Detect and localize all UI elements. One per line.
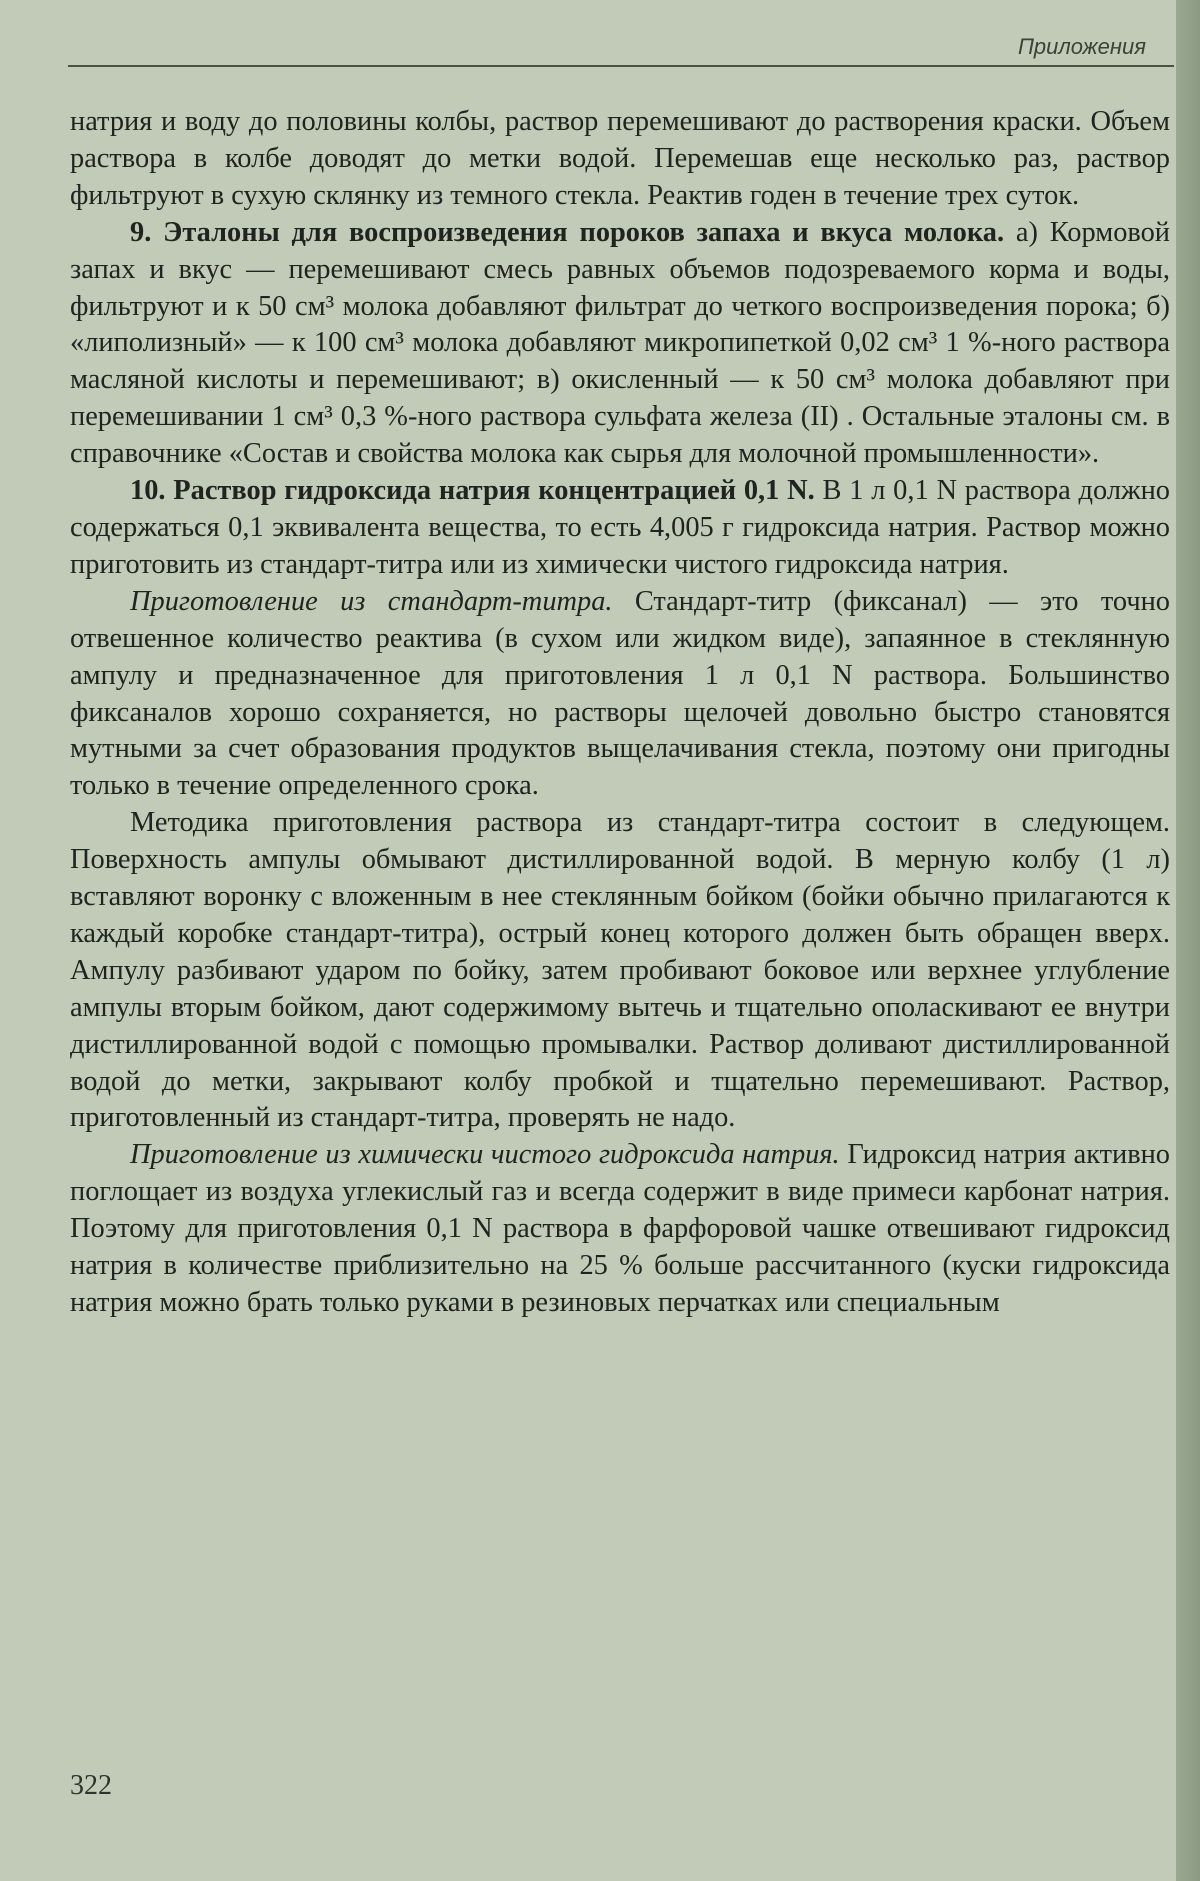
standard-titr-subheading: Приготовление из стандарт-титра. [130,585,613,617]
paragraph-text: Методика приготовления раствора из стандарт-титра состоит в следующем. Поверхность ампулы обмывают дистиллированной водой. В мерную колбу (1 л) вставляют воронку с вложенным в нее стеклянным бойком (бойки обычно прилагаются к каждый коробке стандарт-титра), острый конец которого должен быть обращен вверх. Ампулу разбивают ударом по бойку, затем пробивают боковое или верхнее углубление ампулы вторым бойком, дают содержимому вытечь и тщательно ополаскивают ее внутри дистиллированной водой с помощью промывалки. Раствор доливают дистиллированной водой до метки, закрывают колбу пробкой и тщательно перемешивают. Раствор, приготовленный из стандарт-титра, проверять не надо. [70,807,1170,1134]
paragraph-text: а) Кормовой запах и вкус — перемешивают смесь равных объемов подозреваемого корма и воды, фильтруют и к 50 см³ молока добавляют фильтрат до четкого воспроизведения порока; б) «липолизный» — к 100 см³ молока добавляют микропипеткой 0,02 см³ 1 %-ного раствора масляной кислоты и перемешивают; в) окисленный — к 50 см³ молока добавляют при перемешивании 1 см³ 0,3 %-ного раствора сульфата железа (II) . Остальные эталоны см. в справочнике «Состав и свойства молока как сырья для молочной промышленности». [70,216,1170,470]
header-rule [68,65,1174,67]
paragraph-text: натрия и воду до половины колбы, раствор перемешивают до растворения краски. Объем раствора в колбе доводят до метки водой. Перемешав еще несколько раз, раствор фильтруют в сухую склянку из темного стекла. Реактив годен в течение трех суток. [70,106,1170,211]
paragraph-text: Стандарт-титр (фиксанал) — это точно отвешенное количество реактива (в сухом или жидком виде), запаянное в стеклянную ампулу и предназначенное для приготовления 1 л 0,1 N раствора. Большинство фиксаналов хорошо сохраняется, но растворы щелочей довольно быстро становятся мутными за счет образования продуктов выщелачивания стекла, поэтому они пригодны только в течение определенного срока. [70,585,1170,802]
running-head: Приложения [1017,34,1146,59]
paragraph-item-9 [70,215,1170,473]
paragraph-method [70,805,1170,1137]
body-text [70,104,1170,1322]
paragraph-continued [70,104,1170,215]
page-number: 322 [70,1770,112,1801]
paragraph-text: В 1 л 0,1 N раствора должно содержаться 0,1 эквивалента вещества, то есть 4,005 г гидроксида натрия. Раствор можно приготовить из стандарт-титра или из химически чистого гидроксида натрия. [70,475,1170,580]
paragraph-item-10 [70,473,1170,584]
item-9-heading: 9. Эталоны для воспроизведения пороков запаха и вкуса молока. [130,216,1005,248]
paragraph-pure-naoh [70,1137,1170,1322]
paragraph-text: Гидроксид натрия активно поглощает из воздуха углекислый газ и всегда содержит в виде примеси карбонат натрия. Поэтому для приготовления 0,1 N раствора в фарфоровой чашке отвешивают гидроксид натрия в количестве приблизительно на 25 % больше рассчитанного (куски гидроксида натрия можно брать только руками в резиновых перчатках или специальным [70,1139,1171,1318]
item-10-heading: 10. Раствор гидроксида натрия концентрацией 0,1 N. [130,475,815,507]
pure-naoh-subheading: Приготовление из химически чистого гидроксида натрия. [130,1139,840,1171]
paragraph-standard-titr [70,584,1170,805]
page-edge [1176,0,1200,1881]
